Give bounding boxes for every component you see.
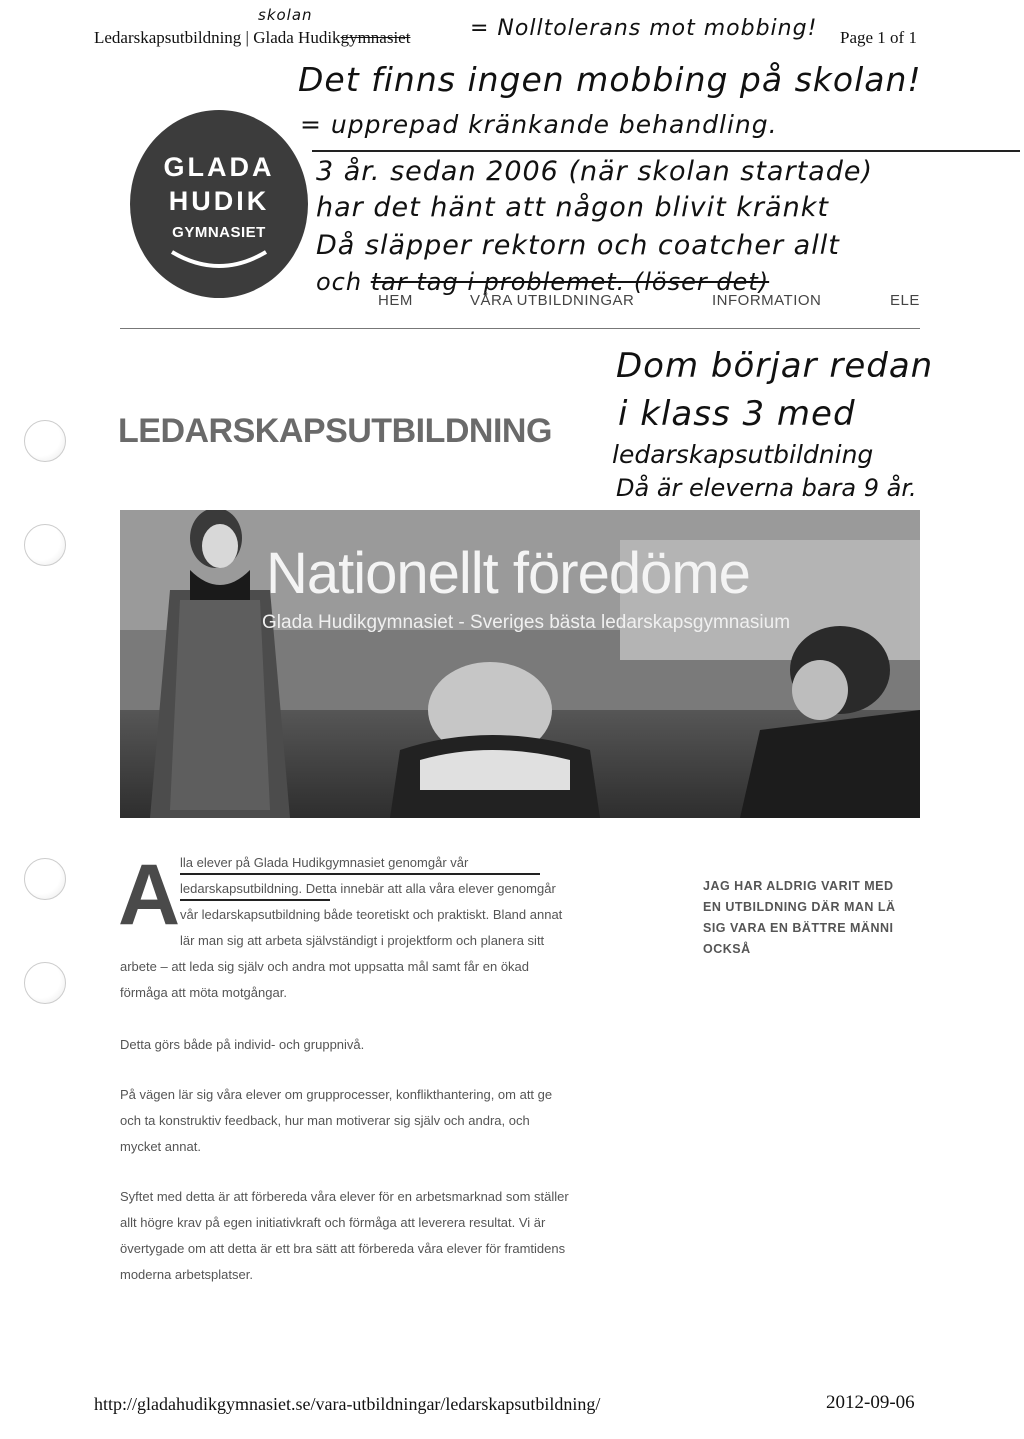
header-title-text: Ledarskapsutbildning | Glada Hudik: [94, 28, 341, 47]
print-footer-url: http://gladahudikgymnasiet.se/vara-utbildningar/ledarskapsutbildning/: [94, 1394, 601, 1414]
article-intro-line6: förmåga att möta motgångar.: [120, 985, 287, 1000]
nav-item-elever[interactable]: ELE: [890, 292, 920, 309]
page-title: LEDARSKAPSUTBILDNING: [118, 412, 552, 450]
handwritten-side-note-1: Dom börjar redan: [616, 346, 934, 386]
handwritten-side-note-2: i klass 3 med: [618, 394, 856, 434]
print-footer-date: 2012-09-06: [826, 1392, 915, 1413]
page-number: Page 1 of 1: [840, 28, 917, 47]
punch-hole: [24, 524, 66, 566]
quote-line3: SIG VARA EN BÄTTRE MÄNNI: [703, 921, 894, 935]
hero-banner[interactable]: [120, 510, 920, 818]
quote-line4: OCKSÅ: [703, 942, 751, 956]
handwritten-side-note-3: ledarskapsutbildning: [612, 440, 874, 469]
school-logo[interactable]: [130, 110, 308, 298]
article-p4-line4: moderna arbetsplatser.: [120, 1267, 253, 1282]
logo-text-line3: GYMNASIET: [172, 224, 266, 241]
article-intro-line4: lär man sig att arbeta självständigt i projektform och planera sitt: [180, 933, 545, 948]
hero-title: Nationellt föredöme: [266, 541, 750, 606]
handwritten-divider: [312, 150, 1020, 152]
punch-hole: [24, 962, 66, 1004]
article-p3-line3: mycket annat.: [120, 1139, 201, 1154]
quote-line1: JAG HAR ALDRIG VARIT MED: [703, 879, 894, 893]
handwritten-note-line1: Det finns ingen mobbing på skolan!: [298, 60, 922, 99]
punch-hole: [24, 858, 66, 900]
article-p3-line1: På vägen lär sig våra elever om grupprocesser, konflikthantering, om att ge: [120, 1087, 553, 1102]
article-intro-line2: ledarskapsutbildning. Detta innebär att alla våra elever genomgår: [180, 881, 556, 896]
article-p4-line3: övertygade om att detta är ett bra sätt att förbereda våra elever för framtidens: [120, 1241, 566, 1256]
drop-cap: A: [118, 847, 181, 943]
handwritten-underline: [180, 899, 330, 901]
handwritten-line6-prefix: och: [316, 268, 363, 296]
article-intro-line5: arbete – att leda sig själv och andra mot uppsatta mål samt får en ökad: [120, 959, 530, 974]
logo-text-line1: GLADA: [163, 152, 275, 182]
logo-text-line2: HUDIK: [168, 186, 270, 216]
handwritten-line6-struck: tar tag i problemet. (löser det): [370, 268, 770, 296]
handwritten-note-line4: har det hänt att någon blivit kränkt: [316, 192, 829, 223]
punch-hole: [24, 420, 66, 462]
sidebar-quote: [703, 876, 920, 960]
article-p4-line1: Syftet med detta är att förbereda våra elever för en arbetsmarknad som ställer: [120, 1189, 569, 1204]
smile-icon: [168, 246, 270, 276]
handwritten-note-line3: 3 år. sedan 2006 (när skolan startade): [316, 156, 873, 187]
nav-divider: [120, 328, 920, 329]
hero-subtitle: Glada Hudikgymnasiet - Sveriges bästa ledarskapsgymnasium: [262, 612, 791, 633]
article-intro-line1: lla elever på Glada Hudikgymnasiet genomgår vår: [180, 855, 469, 870]
handwritten-underline: [180, 873, 540, 875]
quote-line2: EN UTBILDNING DÄR MAN LÄ: [703, 900, 896, 914]
article-p3-line2: och ta konstruktiv feedback, hur man motiverar sig själv och andra, och: [120, 1113, 530, 1128]
handwritten-note-line5: Då släpper rektorn och coatcher allt: [316, 230, 840, 261]
handwritten-caret-note: skolan: [258, 6, 313, 24]
nav-item-information[interactable]: INFORMATION: [712, 292, 822, 309]
article-intro-line3: vår ledarskapsutbildning både teoretiskt och praktiskt. Bland annat: [180, 907, 563, 922]
print-header-title: [94, 28, 410, 48]
article-paragraph-2: Detta görs både på individ- och gruppnivå.: [120, 1037, 365, 1052]
handwritten-note-line2: = upprepad kränkande behandling.: [300, 110, 778, 139]
nav-item-utbildningar[interactable]: VÅRA UTBILDNINGAR: [470, 292, 635, 309]
handwritten-side-note-4: Då är eleverna bara 9 år.: [616, 474, 917, 502]
handwritten-note-top: = Nolltolerans mot mobbing!: [470, 16, 818, 41]
nav-item-hem[interactable]: HEM: [378, 292, 413, 309]
header-title-struck: gymnasiet: [340, 28, 411, 47]
article-p4-line2: allt högre krav på egen initiativkraft och förmåga att leverera resultat. Vi är: [120, 1215, 546, 1230]
